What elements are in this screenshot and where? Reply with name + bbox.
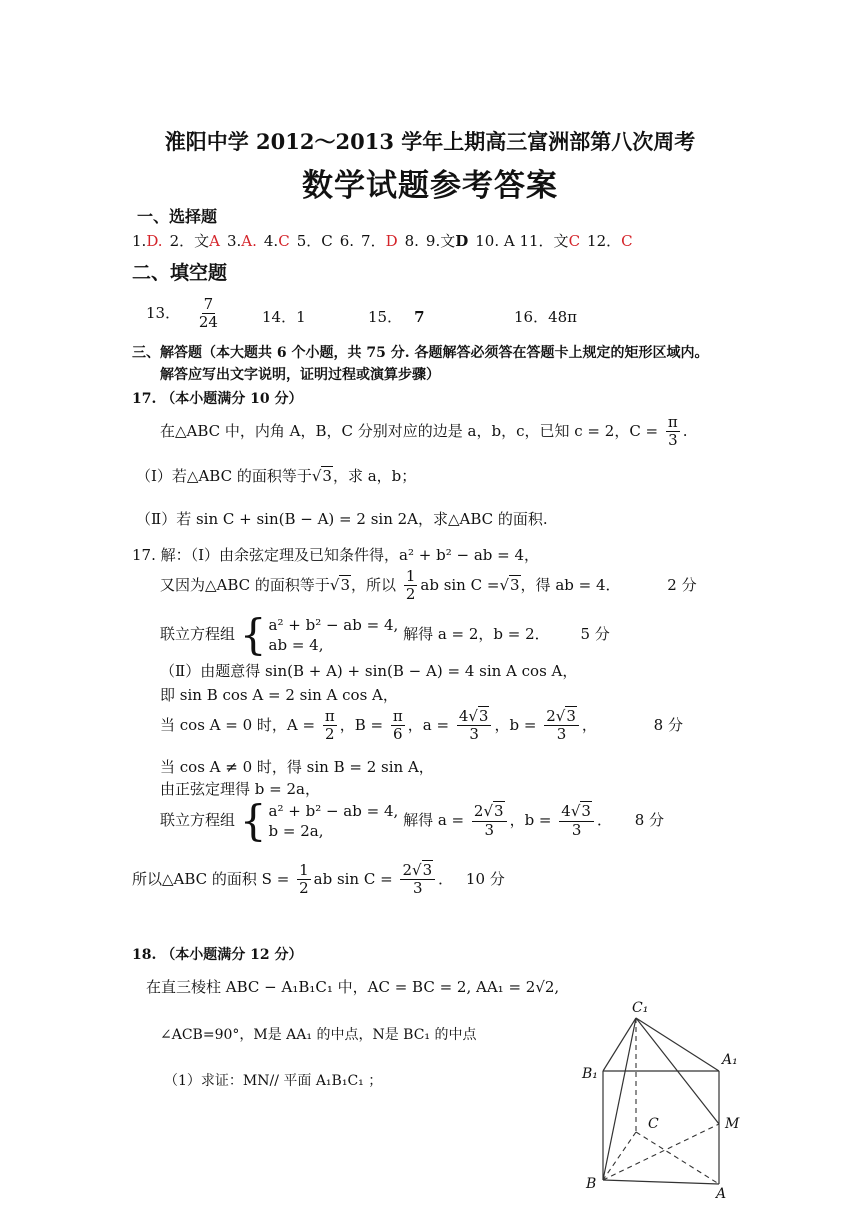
choice-answer-item [426, 232, 468, 250]
q17-stem: 在△ABC 中，内角 A，B，C 分别对应的边是 a，b，c，已知 c = 2，C = $\frac{\pi}{3}$ . [160, 413, 688, 450]
choice-number: 6. [339, 232, 355, 250]
page-subtitle: 数学试题参考答案 [302, 168, 558, 204]
fill-answer-14: 14．1 [262, 308, 306, 326]
fill-answer-16: 16．48π [514, 308, 578, 326]
section-solve-heading: 三、解答题（本大题共 6 个小题，共 75 分. 各题解答必须答在答题卡上规定的矩形区域内。 [132, 345, 709, 361]
choice-answer: C [278, 232, 290, 250]
q17-final-area: 所以△ABC 的面积 S = $\frac{1}{2}$ ab sin C = $\frac{2√3}{3}$ ． 10 分 [132, 861, 505, 898]
label-c1: C₁ [632, 1000, 649, 1016]
fill-answer-15: 15． 7 [368, 308, 425, 326]
choice-number: 1. [132, 232, 147, 250]
choice-answer: C [568, 232, 581, 250]
choice-answer-item [132, 232, 163, 250]
choice-number: 3. [226, 232, 242, 250]
choice-answer-item [227, 232, 257, 250]
q17-solution-system: 联立方程组 { a² + b² − ab = 4, ab = 4, 解得 a = 2，b = 2． 5 分 [160, 610, 610, 659]
page-title: 淮阳中学 2012～2013 学年上期高三富洲部第八次周考 [164, 129, 696, 154]
choice-answer-item [475, 232, 580, 250]
choice-answer: D [385, 232, 398, 250]
q18-line2: ∠ACB=90°，M是 AA₁ 的中点，N是 BC₁ 的中点 [160, 1027, 477, 1043]
label-c: C [648, 1116, 659, 1132]
q18-part1: （1）求证：MN// 平面 A₁B₁C₁ ； [164, 1073, 383, 1089]
edge-c1-a1 [636, 1018, 719, 1071]
edge-b-a [603, 1180, 719, 1184]
q17-solution-intro: 17. 解：（Ⅰ）由余弦定理及已知条件得，a² + b² − ab = 4， [132, 546, 540, 564]
choice-number: 5． [296, 232, 322, 250]
section-fill-heading: 二、填空题 [132, 262, 228, 284]
fill-answer-13: 13． $\frac{7}{24}$ [146, 295, 218, 332]
label-b1: B₁ [582, 1066, 598, 1082]
q17-part2-line4: 当 cos A ≠ 0 时，得 sin B = 2 sin A， [160, 758, 434, 776]
choice-number: 7． [361, 232, 386, 250]
choice-answer-item [340, 232, 354, 250]
choice-number: 9.文 [425, 232, 456, 250]
choice-number: 4. [263, 232, 279, 250]
q17-title: 17. （本小题满分 10 分） [132, 391, 303, 407]
edge-b-m [603, 1124, 719, 1180]
choice-answer: A. [241, 232, 257, 250]
choice-answer: A [209, 232, 220, 250]
choice-number: 10. A 11．文 [475, 232, 569, 250]
choice-answer-list [132, 230, 640, 251]
choice-answer-item [297, 232, 333, 250]
q17-part2-system: 联立方程组 { a² + b² − ab = 4, b = 2a, 解得 a = $\frac{2√3}{3}$ ，b = $\frac{4√3}{3}$ ． 8 分 [160, 796, 665, 845]
choice-answer-item [405, 232, 419, 250]
edge-c-a [636, 1132, 719, 1184]
choice-answer-item [264, 232, 290, 250]
q17-part1: （Ⅰ）若△ABC 的面积等于√3，求 a，b； [136, 467, 417, 485]
prism-figure [570, 994, 760, 1200]
q17-part2: （Ⅱ）若 sin C + sin(B − A) = 2 sin 2A，求△ABC 的面积. [136, 510, 548, 528]
q17-part2-line2: 即 sin B cos A = 2 sin A cos A， [160, 686, 398, 704]
choice-answer: D [455, 232, 469, 250]
section-solve-heading-line2: 解答应写出文字说明，证明过程或演算步骤） [160, 367, 440, 383]
label-a1: A₁ [722, 1052, 738, 1068]
q18-title: 18. （本小题满分 12 分） [132, 947, 303, 963]
choice-answer-item [587, 232, 633, 250]
q17-part2-line5: 由正弦定理得 b = 2a， [160, 780, 320, 798]
choice-answer-item [170, 232, 220, 250]
q17-solution-area: 又因为△ABC 的面积等于√3，所以 $\frac{1}{2}$ ab sin C =√3，得 ab = 4． 2 分 [160, 567, 697, 604]
label-a: A [716, 1186, 727, 1200]
q17-part2-line3: 当 cos A = 0 时，A = $\frac{\pi}{2}$ ，B = $\frac{\pi}{6}$ ，a = $\frac{4√3}{3}$ ，b = $\frac{2√3}{3}$ ， 8 分 [160, 707, 683, 744]
choice-answer: C [621, 232, 633, 250]
label-m: M [725, 1116, 740, 1132]
q17-part2-line1: （Ⅱ）由题意得 sin(B + A) + sin(B − A) = 4 sin A cos A， [160, 662, 578, 680]
choice-number: 2．文 [169, 232, 210, 250]
choice-number: 8. [404, 232, 419, 250]
choice-answer-item [361, 232, 398, 250]
q18-stem: 在直三棱柱 ABC − A₁B₁C₁ 中，AC = BC = 2, AA₁ = 2√2, [146, 978, 560, 996]
choice-number: 12． [587, 232, 622, 250]
section-choice-heading: 一、选择题 [137, 207, 218, 226]
choice-answer: D. [146, 232, 163, 250]
label-b: B [586, 1176, 597, 1192]
choice-answer: C [321, 232, 333, 250]
